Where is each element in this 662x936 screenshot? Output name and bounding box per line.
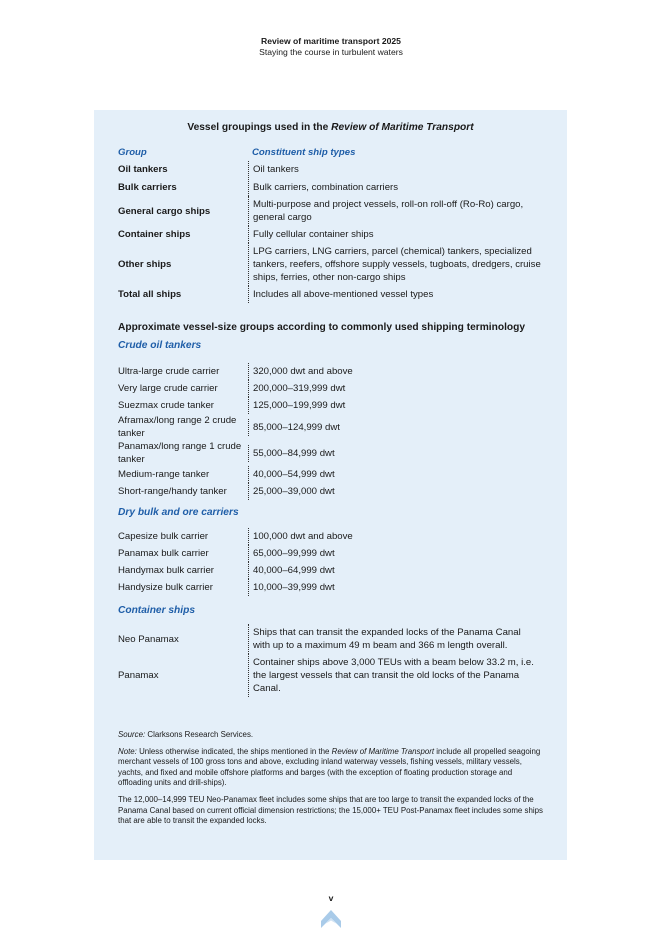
page-number: v bbox=[328, 893, 334, 903]
table-row: Container ships Fully cellular container ships bbox=[118, 226, 543, 243]
col-header-group: Group bbox=[118, 147, 147, 158]
table-row: Panamax/long range 1 crude tanker 55,000–84,999 dwt bbox=[118, 440, 543, 466]
report-subtitle: Staying the course in turbulent waters bbox=[259, 47, 403, 57]
box-title: Vessel groupings used in the Review of Maritime Transport bbox=[187, 122, 474, 133]
container-table bbox=[118, 624, 543, 697]
table-row: General cargo ships Multi-purpose and project vessels, roll-on roll-off (Ro-Ro) cargo, general cargo bbox=[118, 196, 543, 226]
table-row: Short-range/handy tanker 25,000–39,000 dwt bbox=[118, 483, 543, 500]
bulk-heading: Dry bulk and ore carriers bbox=[118, 507, 239, 518]
table-row: Oil tankers Oil tankers bbox=[118, 161, 543, 178]
bulk-table bbox=[118, 528, 543, 596]
vessel-groupings-box bbox=[94, 110, 567, 860]
report-title: Review of maritime transport 2025 bbox=[261, 36, 401, 46]
teu-note: The 12,000–14,999 TEU Neo-Panamax fleet includes some ships that are too large to transit the expanded locks of the Panama Canal based on current official dimension restrictions; the 15,000+ TEU Post-Panamax fleet includes some ships that are able to transit the expanded locks. bbox=[118, 794, 543, 826]
table-row: Suezmax crude tanker 125,000–199,999 dwt bbox=[118, 397, 543, 414]
crude-table bbox=[118, 363, 543, 500]
crude-heading: Crude oil tankers bbox=[118, 340, 202, 351]
box-notes bbox=[118, 730, 543, 833]
col-header-types: Constituent ship types bbox=[252, 147, 356, 158]
table-row: Total all ships Includes all above-mentioned vessel types bbox=[118, 286, 543, 303]
size-groups bbox=[118, 322, 543, 697]
general-note: Note: Unless otherwise indicated, the ships mentioned in the Review of Maritime Transport include all propelled seagoing merchant vessels of 100 gross tons and above, excluding inland waterway vessels, fishing vessels, military vessels, yachts, and fixed and mobile offshore platforms and barges (with the exception of floating production storage and offloading units and drill-ships). bbox=[118, 746, 541, 788]
table-row: Handymax bulk carrier 40,000–64,999 dwt bbox=[118, 562, 543, 579]
table-row: Very large crude carrier 200,000–319,999 dwt bbox=[118, 380, 543, 397]
running-header bbox=[0, 36, 662, 58]
table-row: Ultra-large crude carrier 320,000 dwt and above bbox=[118, 363, 543, 380]
chevron-up-logo-icon bbox=[320, 908, 342, 930]
table-row: Panamax bulk carrier 65,000–99,999 dwt bbox=[118, 545, 543, 562]
container-heading: Container ships bbox=[118, 605, 195, 616]
source-note: Source: Clarksons Research Services. bbox=[118, 730, 254, 739]
table-row: Bulk carriers Bulk carriers, combination carriers bbox=[118, 179, 543, 196]
table-row: Other ships LPG carriers, LNG carriers, parcel (chemical) tankers, specialized tankers, reefers, offshore supply vessels, tugboats, dredgers, cruise ships, ferries, other non-cargo ships bbox=[118, 243, 543, 286]
table-row: Medium-range tanker 40,000–54,999 dwt bbox=[118, 466, 543, 483]
table-row: Neo Panamax Ships that can transit the expanded locks of the Panama Canal with up to a maximum 49 m beam and 366 m length overall. bbox=[118, 624, 543, 654]
table-row: Capesize bulk carrier 100,000 dwt and above bbox=[118, 528, 543, 545]
table-row: Panamax Container ships above 3,000 TEUs with a beam below 33.2 m, i.e. the largest vessels that can transit the old locks of the Panama Canal. bbox=[118, 654, 543, 697]
table-row: Aframax/long range 2 crude tanker 85,000–124,999 dwt bbox=[118, 414, 543, 440]
groups-table-header bbox=[118, 144, 543, 161]
table-row: Handysize bulk carrier 10,000–39,999 dwt bbox=[118, 579, 543, 596]
size-groups-title: Approximate vessel-size groups according to commonly used shipping terminology bbox=[118, 322, 526, 333]
groups-table bbox=[118, 144, 543, 303]
